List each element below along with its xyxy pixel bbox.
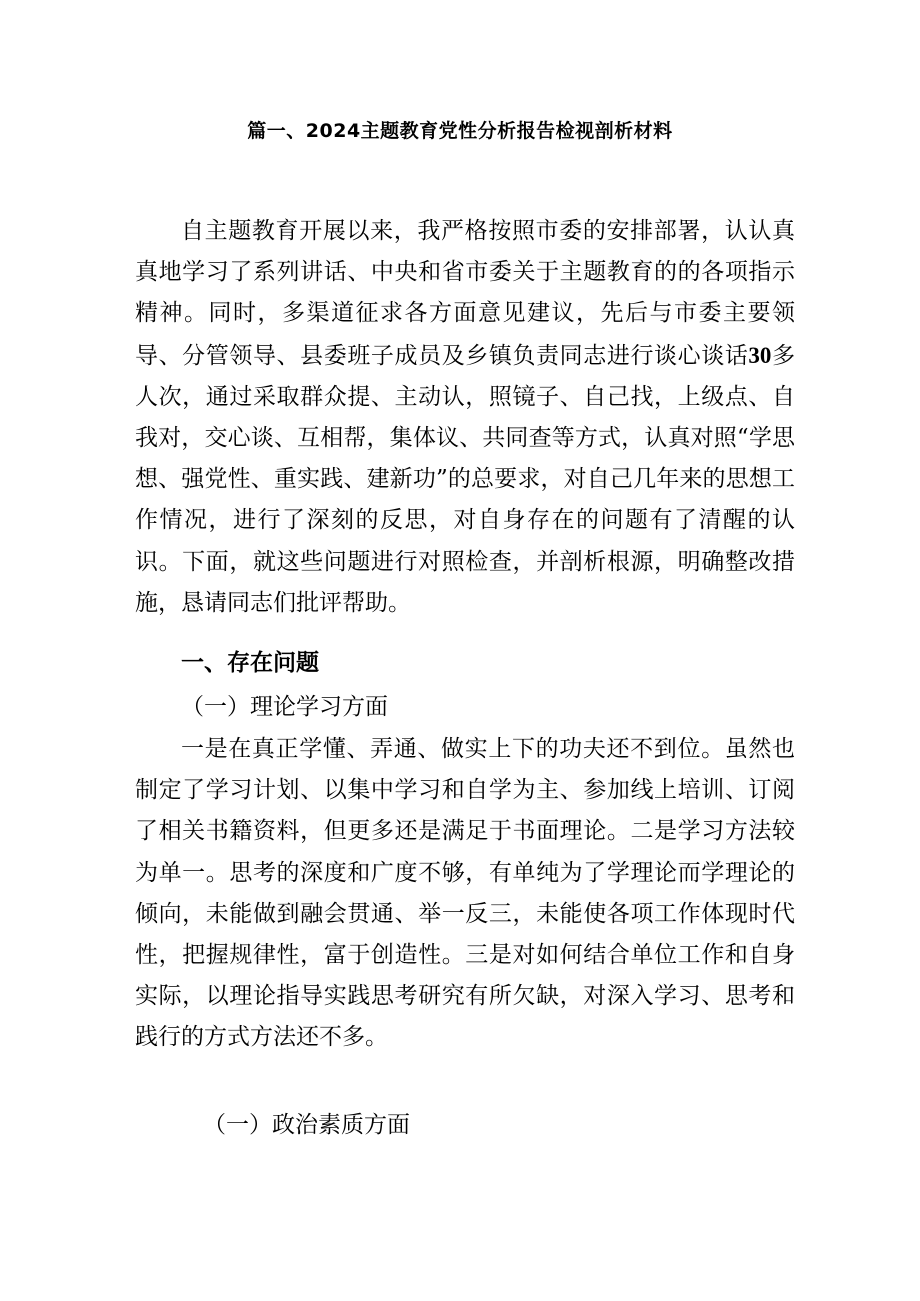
subsection-heading-theory-study: （一）理论学习方面 (181, 694, 388, 720)
subsection-heading-political-quality: （一）政治素质方面 (203, 1112, 410, 1138)
intro-paragraph (135, 211, 795, 624)
section-heading-problems: 一、存在问题 (181, 650, 319, 676)
intro-text-part2: 多人次，通过采取群众提、主动认，照镜子、自己找，上级点、自我对，交心谈、互相帮，集体议、共同查等方式，认真对照“学思想、强党性、重实践、建新功”的总要求，对自己几年来的思想工作情况，进行了深刻的反思，对自身存在的问题有了清醒的认识。下面，就这些问题进行对照检查，并剖析根源，明确整改措施，恳请同志们批评帮助。 (135, 342, 796, 616)
intro-number: 30 (748, 342, 772, 368)
document-title: 篇一、2024主题教育党性分析报告检视剖析材料 (247, 120, 673, 142)
theory-study-paragraph: 一是在真正学懂、弄通、做实上下的功夫还不到位。虽然也制定了学习计划、以集中学习和自学为主、参加线上培训、订阅了相关书籍资料，但更多还是满足于书面理论。二是学习方法较为单一。思考的深度和广度不够，有单纯为了学理论而学理论的倾向，未能做到融会贯通、举一反三，未能使各项工作体现时代性，把握规律性，富于创造性。三是对如何结合单位工作和自身实际，以理论指导实践思考研究有所欠缺，对深入学习、思考和践行的方式方法还不多。 (135, 736, 795, 1051)
intro-text-part1: 自主题教育开展以来，我严格按照市委的安排部署，认认真真地学习了系列讲话、中央和省市委关于主题教育的的各项指示精神。同时，多渠道征求各方面意见建议，先后与市委主要领导、分管领导、县委班子成员及乡镇负责同志进行谈心谈话 (135, 218, 795, 369)
